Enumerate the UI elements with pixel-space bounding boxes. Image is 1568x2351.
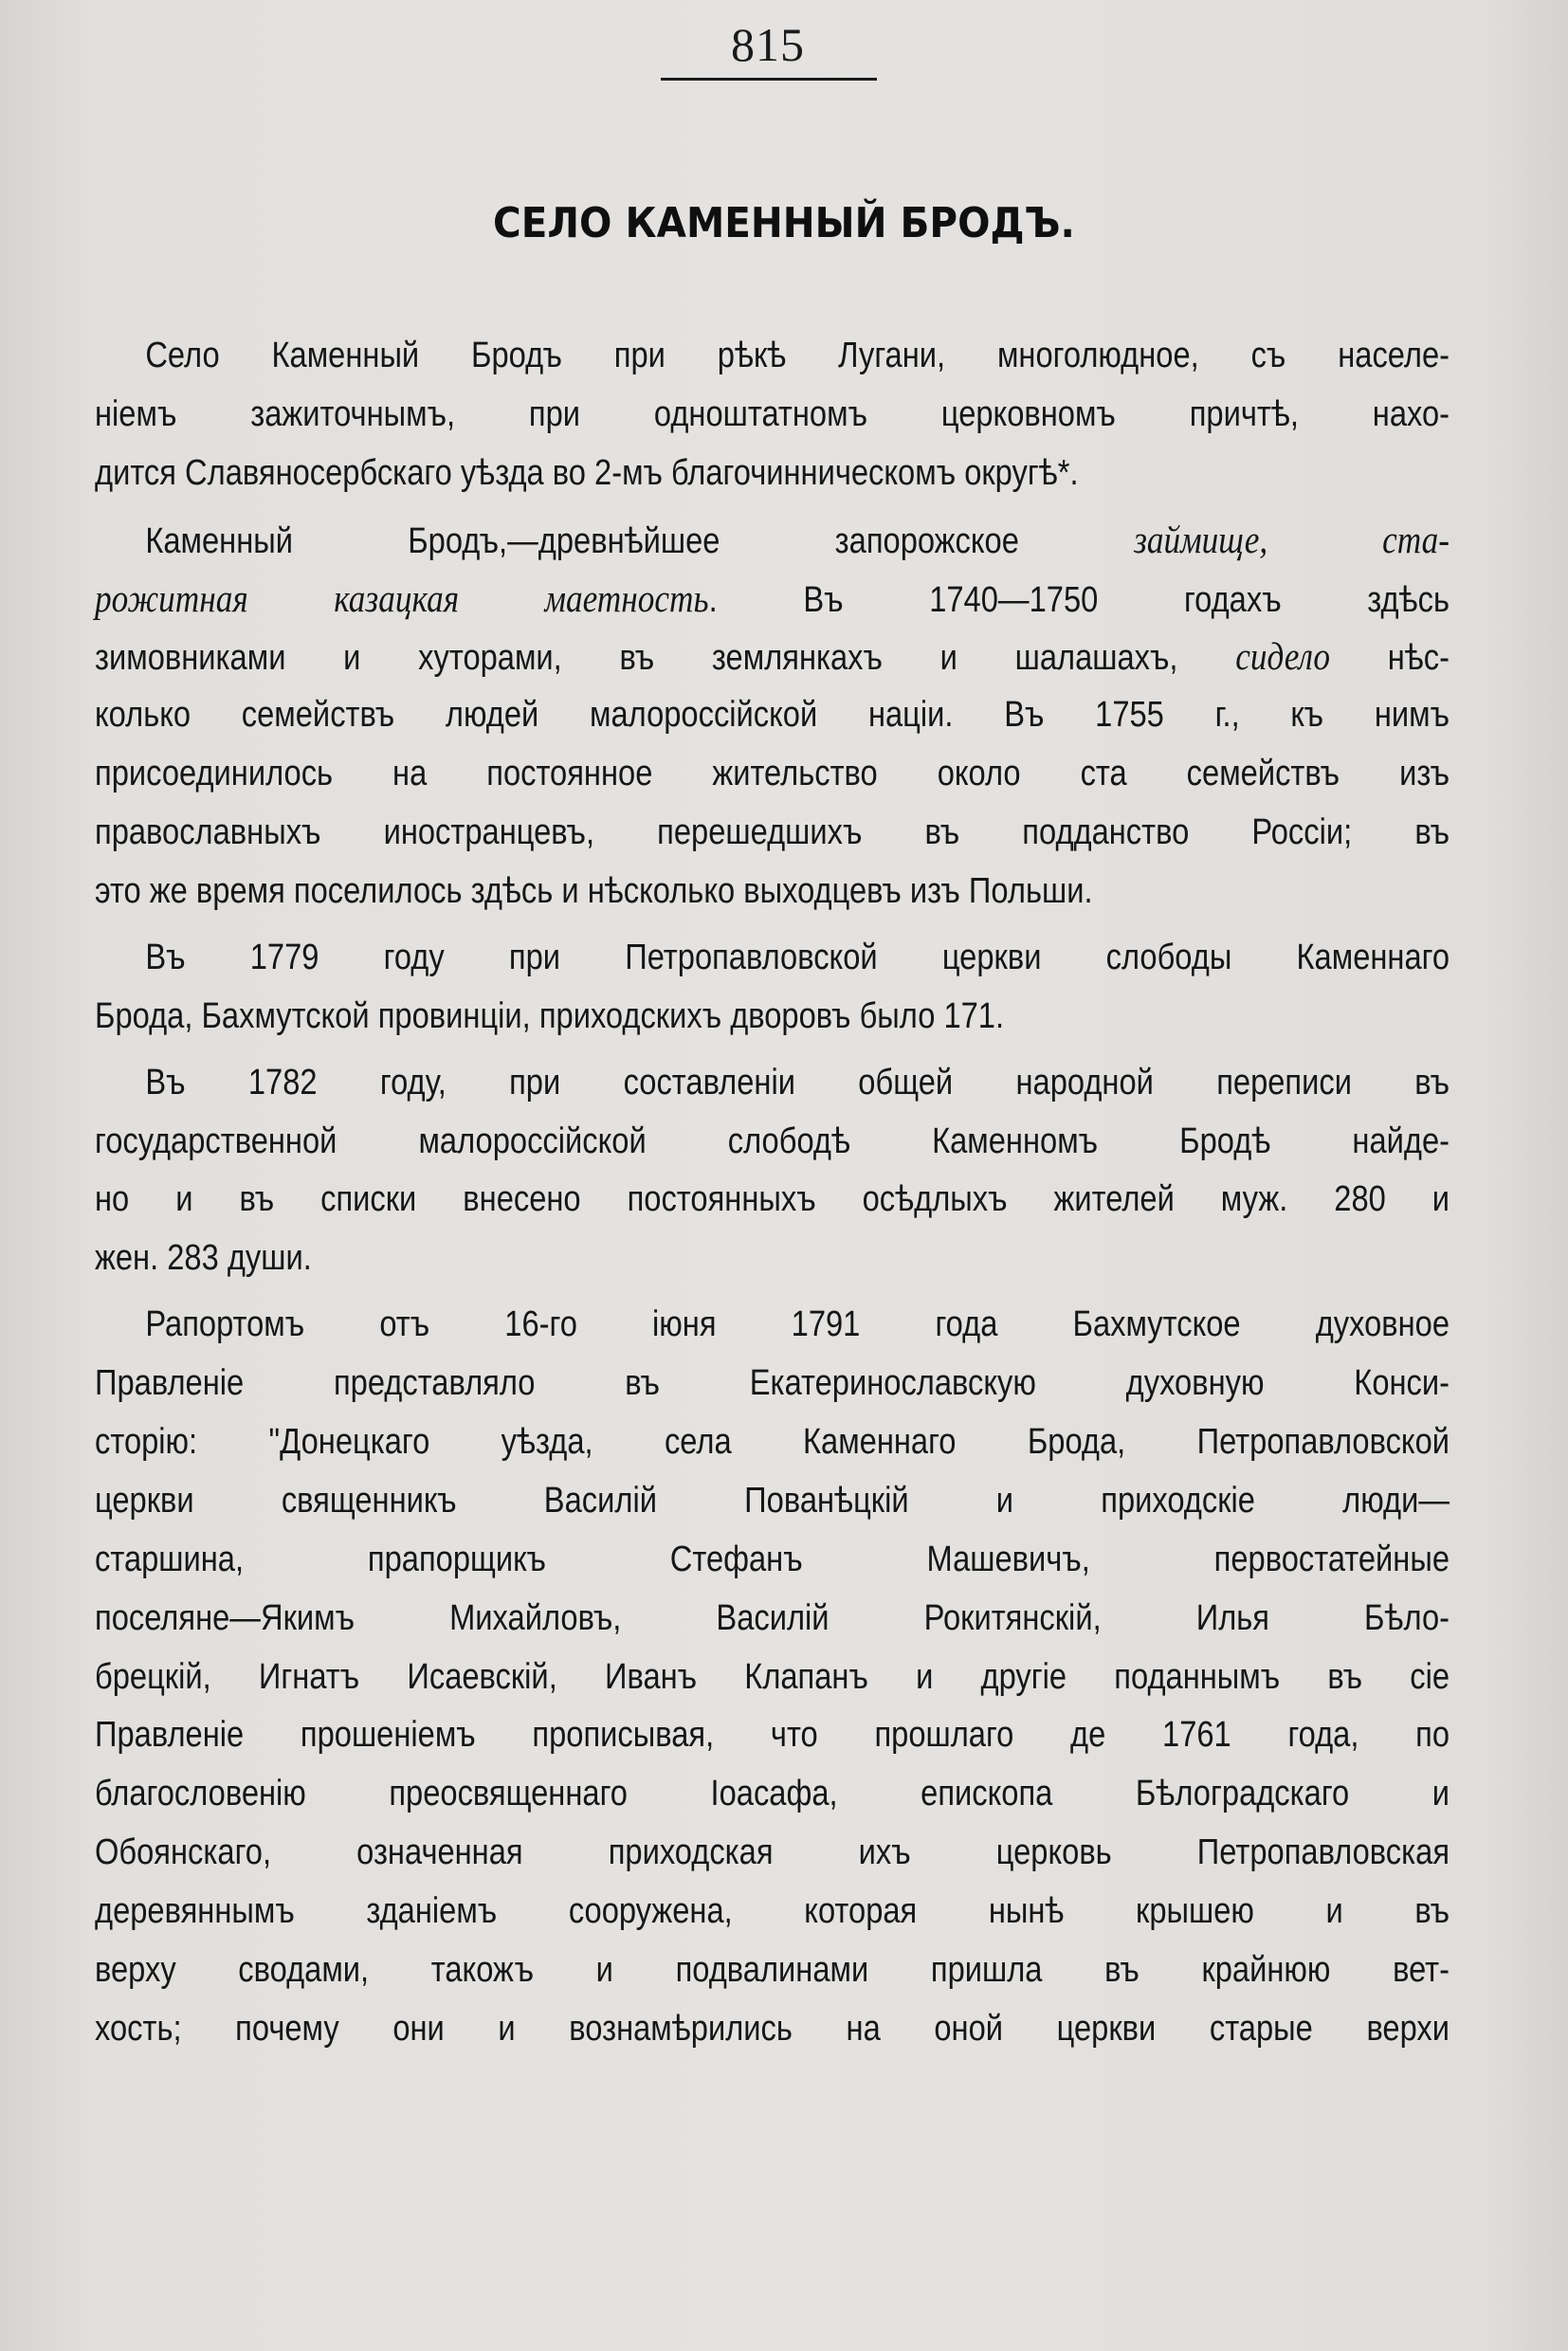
text-line: поселяне—Якимъ Михайловъ, Василій Рокитянскій, Илья Бѣло- [95, 1597, 1450, 1638]
text-line: Рапортомъ отъ 16-го іюня 1791 года Бахмутское духовное [145, 1304, 1450, 1345]
text-line: православныхъ иностранцевъ, перешедшихъ въ подданство Россіи; въ [95, 812, 1450, 853]
text-line: Въ 1782 году, при составленіи общей народной переписи въ [145, 1062, 1450, 1103]
text-line: брецкій, Игнатъ Исаевскій, Иванъ Клапанъ и другіе поданнымъ въ сіе [95, 1656, 1450, 1697]
text-line: ніемъ зажиточнымъ, при одноштатномъ церковномъ причтѣ, нахо- [95, 393, 1450, 434]
text-line: верху сводами, такожъ и подвалинами пришла въ крайнюю вет- [95, 1950, 1450, 1991]
text-line: хость; почему они и вознамѣрились на оной церкви старые верхи [95, 2008, 1450, 2049]
text-line: Правленіе представляло въ Екатеринославскую духовную Конси- [95, 1363, 1450, 1404]
text-line: Правленіе прошеніемъ прописывая, что прошлаго де 1761 года, по [95, 1715, 1450, 1756]
text-line: жен. 283 души. [95, 1238, 312, 1279]
text-line: государственной малороссійской слободѣ Каменномъ Бродѣ найде- [95, 1121, 1450, 1161]
text-line: Каменный Бродъ,—древнѣйшее запорожское займище, ста- [145, 517, 1450, 561]
text-line: зимовниками и хуторами, въ землянкахъ и шалашахъ, сидело нѣс- [95, 634, 1450, 679]
italic-phrase: рожитная казацкая маетность [95, 575, 709, 620]
text-line: старшина, прапорщикъ Стефанъ Машевичъ, первостатейные [95, 1539, 1450, 1579]
text-line: деревяннымъ зданіемъ сооружена, которая нынѣ крышею и въ [95, 1891, 1450, 1932]
section-title: СЕЛО КАМЕННЫЙ БРОДЪ. [493, 199, 1075, 247]
text-line: присоединилось на постоянное жительство около ста семействъ изъ [95, 754, 1450, 794]
italic-word: сидело [1235, 634, 1331, 679]
italic-phrase: займище, ста- [1134, 517, 1450, 561]
page-number-rule [661, 78, 877, 81]
text-line: это же время поселилось здѣсь и нѣсколько выходцевъ изъ Польши. [95, 871, 1093, 912]
text-line: Село Каменный Бродъ при рѣкѣ Лугани, многолюдное, съ населе- [145, 336, 1450, 375]
text-line: Обоянскаго, означенная приходская ихъ церковь Петропавловская [95, 1832, 1450, 1873]
text-line: благословенію преосвященнаго Іоасафа, епископа Бѣлоградскаго и [95, 1774, 1450, 1814]
body-text [95, 327, 1450, 2059]
text-line: сторію: "Донецкаго уѣзда, села Каменнаго Брода, Петропавловской [95, 1422, 1450, 1463]
page-number: 815 [731, 18, 805, 71]
text-line: рожитная казацкая маетность. Въ 1740—1750 годахъ здѣсь [95, 575, 1450, 620]
text-line: Въ 1779 году при Петропавловской церкви слободы Каменнаго [145, 937, 1450, 977]
text-line: но и въ списки внесено постоянныхъ осѣдлыхъ жителей муж. 280 и [95, 1179, 1450, 1220]
text-line: Брода, Бахмутской провинціи, приходскихъ дворовъ было 171. [95, 995, 1005, 1036]
text-line: церкви священникъ Василій Пованѣцкій и приходскіе люди— [95, 1480, 1450, 1521]
text-line: колько семействъ людей малороссійской націи. Въ 1755 г., къ нимъ [95, 695, 1450, 736]
text-line: дится Славяносербскаго уѣзда во 2-мъ благочинническомъ округѣ*. [95, 452, 1079, 493]
